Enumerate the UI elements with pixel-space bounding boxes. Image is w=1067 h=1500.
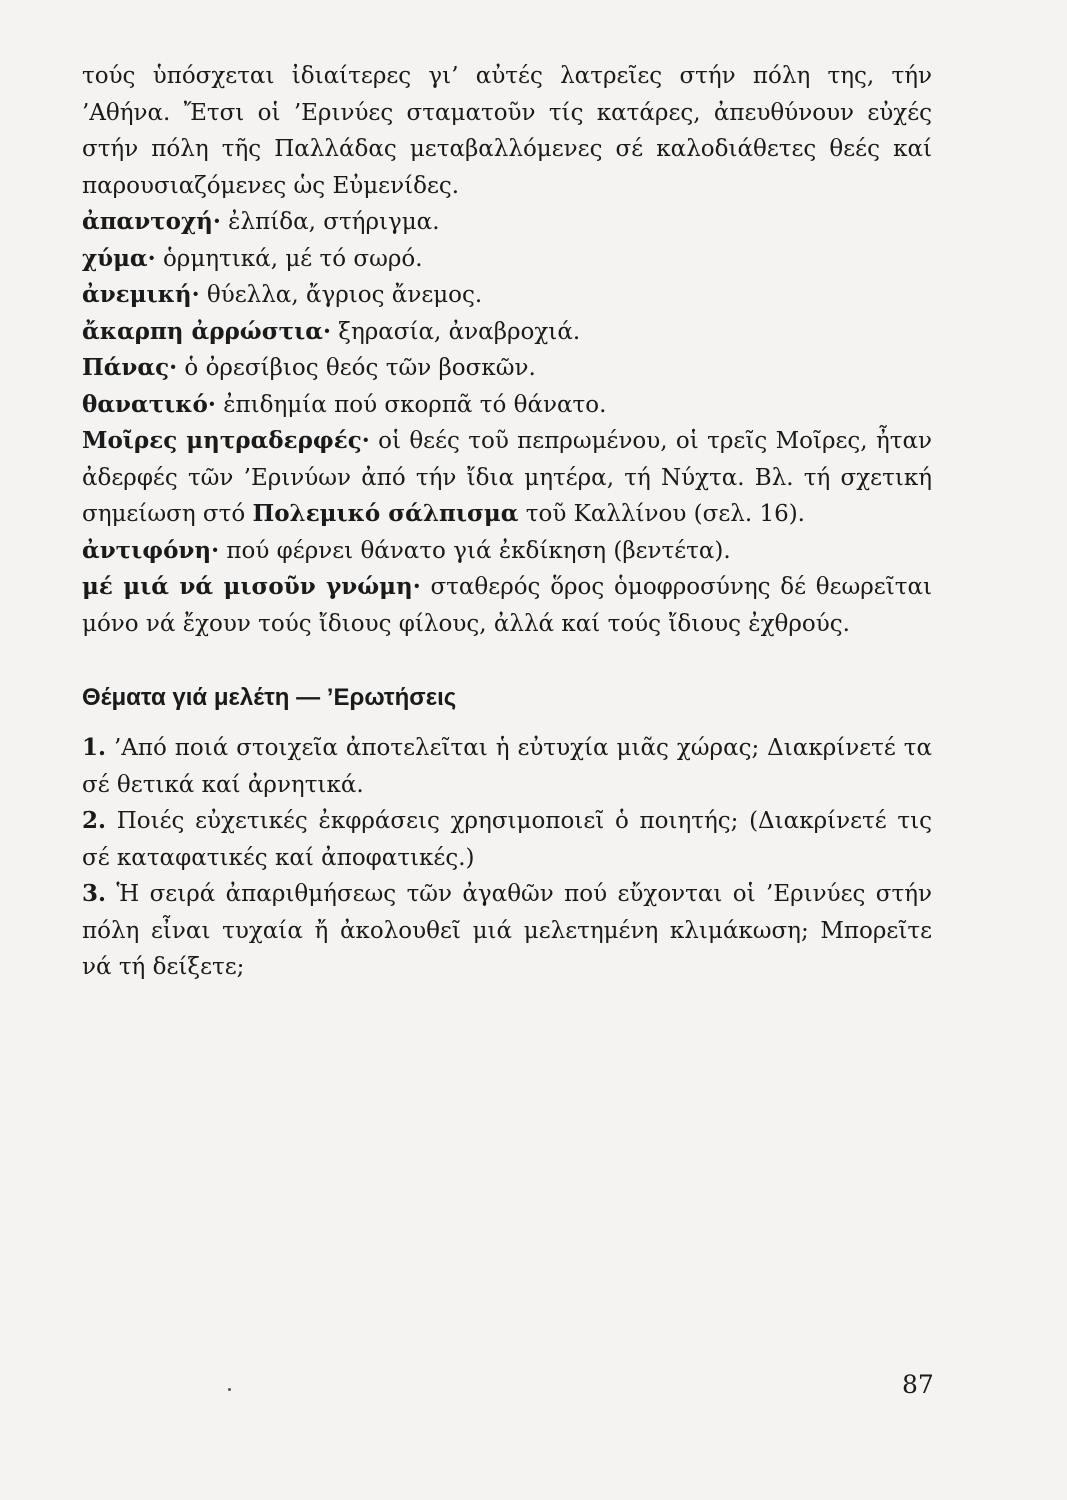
glossary-term: ἄκαρπη ἀρρώστια· bbox=[82, 317, 331, 345]
glossary-entry bbox=[82, 350, 932, 387]
cross-reference-title: Πολεμικό σάλπισμα bbox=[252, 500, 519, 527]
glossary-term: ἀπαντοχή· bbox=[82, 208, 221, 235]
question-item bbox=[82, 803, 932, 876]
question-text: ’Από ποιά στοιχεῖα ἀποτελεῖται ἡ εὐτυχία μιᾶς χώρας; Διακρίνετέ τα σέ θετικά καί ἀρνητικά. bbox=[82, 735, 932, 798]
question-number: 2. bbox=[82, 807, 107, 834]
glossary bbox=[82, 204, 932, 642]
question-number: 1. bbox=[82, 734, 107, 761]
glossary-term: θανατικό· bbox=[82, 390, 216, 418]
glossary-entry bbox=[82, 241, 932, 278]
glossary-entry bbox=[82, 569, 932, 642]
question-item bbox=[82, 876, 932, 986]
glossary-term: χύμα· bbox=[82, 244, 156, 272]
glossary-entry bbox=[82, 204, 932, 241]
stray-ink-dot bbox=[228, 1388, 231, 1391]
questions-list bbox=[82, 730, 932, 986]
glossary-term: ἀνεμική· bbox=[82, 281, 200, 308]
glossary-term: ἀντιφόνη· bbox=[82, 536, 220, 564]
glossary-definition: οἱ θεές τοῦ πεπρωμένου, οἱ τρεῖς Μοῖρες, ἦταν ἀδερφές τῶν ’Ερινύων ἀπό τήν ἴδια μητέρα, τή Νύχτα. Βλ. τή σχετική σημείωση στό bbox=[82, 428, 933, 527]
glossary-term: Μοῖρες μητραδερφές· bbox=[82, 427, 370, 454]
page-number: 87 bbox=[902, 1370, 934, 1399]
section-heading: Θέματα γιά μελέτη — ’Ερωτήσεις bbox=[82, 684, 457, 711]
glossary-definition: ἐλπίδα, στήριγμα. bbox=[220, 209, 440, 235]
question-text: Ἡ σειρά ἀπαριθμήσεως τῶν ἀγαθῶν πού εὔχονται οἱ ’Ερινύες στήν πόλη εἶναι τυχαία ἤ ἀκολουθεῖ μιά μελετημένη κλιμάκωση; Μπορεῖτε νά τή δείξετε; bbox=[82, 881, 932, 980]
glossary-entry bbox=[82, 387, 932, 424]
glossary-entry bbox=[82, 314, 932, 351]
question-text: Ποιές εὐχετικές ἐκφράσεις χρησιμοποιεῖ ὁ ποιητής; (Διακρίνετέ τις σέ καταφατικές καί ἀποφατικές.) bbox=[82, 808, 932, 871]
question-item bbox=[82, 730, 932, 803]
glossary-definition: ὁρμητικά, μέ τό σωρό. bbox=[155, 245, 423, 272]
glossary-definition: σταθερός ὅρος ὁμοφροσύνης δέ θεωρεῖται μόνο νά ἔχουν τούς ἴδιους φίλους, ἀλλά καί τούς ἴδιους ἐχθρούς. bbox=[82, 574, 932, 637]
glossary-term: Πάνας· bbox=[82, 354, 178, 381]
intro-paragraph: τούς ὑπόσχεται ἰδιαίτερες γι’ αὐτές λατρεῖες στήν πόλη της, τήν ’Αθήνα. Ἔτσι οἱ ’Ερινύες σταματοῦν τίς κατάρες, ἀπευθύνουν εὐχές στήν πόλη τῆς Παλλάδας μεταβαλλόμενες σέ καλοδιάθετες θεές καί παρουσιαζόμενες ὡς Εὐμενίδες. bbox=[82, 63, 932, 199]
glossary-definition: θύελλα, ἄγριος ἄνεμος. bbox=[199, 282, 483, 308]
glossary-entry bbox=[82, 423, 932, 533]
glossary-entry bbox=[82, 277, 932, 314]
body-text bbox=[82, 58, 932, 986]
glossary-term: μέ μιά νά μισοῦν γνώμη· bbox=[82, 573, 421, 600]
glossary-definition: ὁ ὀρεσίβιος θεός τῶν βοσκῶν. bbox=[177, 355, 536, 381]
glossary-definition: ἐπιδημία πού σκορπᾶ τό θάνατο. bbox=[215, 391, 607, 418]
question-number: 3. bbox=[82, 880, 107, 907]
glossary-definition: πού φέρνει θάνατο γιά ἐκδίκηση (βεντέτα). bbox=[219, 537, 731, 564]
glossary-entry bbox=[82, 533, 932, 570]
glossary-definition: ξηρασία, ἀναβροχιά. bbox=[330, 318, 581, 345]
glossary-definition-tail: τοῦ Καλλίνου (σελ. 16). bbox=[518, 501, 805, 527]
